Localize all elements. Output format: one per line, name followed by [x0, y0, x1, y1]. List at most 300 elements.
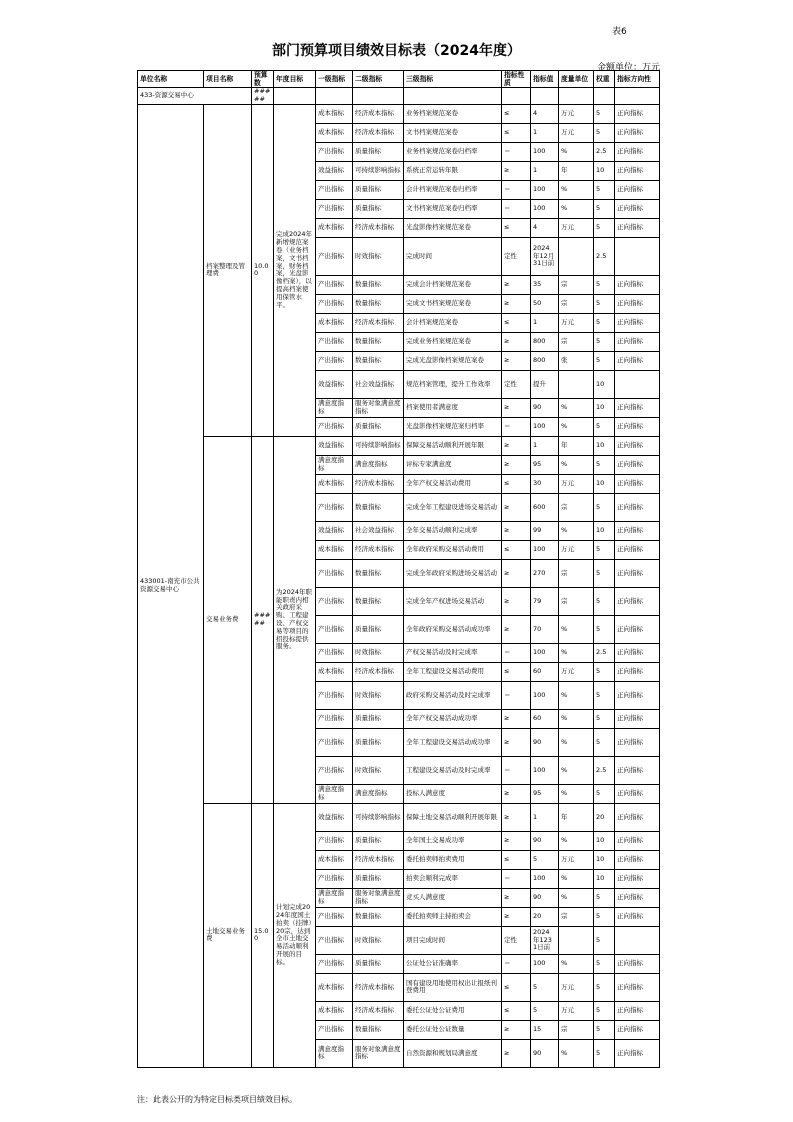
unit-cell: % — [559, 180, 594, 199]
nature-cell: ＝ — [502, 417, 531, 436]
level3-cell: 业务档案规范案卷归档率 — [404, 142, 502, 161]
nature-cell: ＝ — [502, 643, 531, 662]
level1-cell: 成本指标 — [316, 104, 353, 123]
table-body — [138, 88, 660, 1068]
value-cell: 1 — [531, 313, 559, 332]
direction-cell: 正向指标 — [615, 540, 660, 559]
nature-cell: ≥ — [502, 294, 531, 313]
direction-cell: 正向指标 — [615, 123, 660, 142]
nature-cell: 定性 — [502, 237, 531, 275]
value-cell: 99 — [531, 521, 559, 540]
level1-cell: 产出指标 — [316, 180, 353, 199]
value-cell: 70 — [531, 615, 559, 643]
level2-cell: 经济成本指标 — [353, 1001, 404, 1020]
level2-cell: 经济成本指标 — [353, 123, 404, 142]
unit-cell: % — [559, 954, 594, 973]
unit-cell: % — [559, 417, 594, 436]
unit-cell: % — [559, 615, 594, 643]
weight-cell: 5 — [594, 709, 615, 728]
level3-cell: 光盘影像档案规范案归档率 — [404, 417, 502, 436]
weight-cell: 20 — [594, 803, 615, 831]
weight-cell: 5 — [594, 587, 615, 615]
performance-target-table — [137, 70, 660, 1068]
level2-cell: 数量指标 — [353, 493, 404, 521]
level1-cell: 产出指标 — [316, 237, 353, 275]
project-budget-cell: 10.00 — [252, 104, 274, 436]
weight-cell: 10 — [594, 474, 615, 493]
level2-cell: 满意度指标 — [353, 784, 404, 803]
value-cell: 60 — [531, 662, 559, 681]
level2-cell: 质量指标 — [353, 831, 404, 850]
nature-cell: ≤ — [502, 313, 531, 332]
level1-cell: 成本指标 — [316, 123, 353, 142]
level1-cell: 产出指标 — [316, 926, 353, 954]
level3-cell: 全年产权交易活动费用 — [404, 474, 502, 493]
level1-cell: 成本指标 — [316, 662, 353, 681]
header-cell: 三级指标 — [404, 71, 502, 88]
level1-cell: 产出指标 — [316, 142, 353, 161]
direction-cell: 正向指标 — [615, 709, 660, 728]
nature-cell: ≤ — [502, 850, 531, 869]
nature-cell: ≥ — [502, 615, 531, 643]
level1-cell: 产出指标 — [316, 954, 353, 973]
weight-cell: 5 — [594, 907, 615, 926]
value-cell: 60 — [531, 709, 559, 728]
nature-cell: ≥ — [502, 709, 531, 728]
nature-cell: ≥ — [502, 728, 531, 756]
nature-cell: ≥ — [502, 521, 531, 540]
nature-cell: ＝ — [502, 681, 531, 709]
level2-cell: 可持续影响指标 — [353, 161, 404, 180]
level1-cell: 产出指标 — [316, 756, 353, 784]
level1-cell: 产出指标 — [316, 681, 353, 709]
level2-cell: 社会效益指标 — [353, 521, 404, 540]
weight-cell: 10 — [594, 831, 615, 850]
header-row — [138, 71, 660, 88]
unit-cell: 万元 — [559, 1001, 594, 1020]
unit-cell: 万元 — [559, 104, 594, 123]
header-cell: 预算数 — [252, 71, 274, 88]
value-cell: 95 — [531, 455, 559, 474]
value-cell: 2024年1231日前 — [531, 926, 559, 954]
value-cell: 1 — [531, 161, 559, 180]
unit-cell: % — [559, 784, 594, 803]
weight-cell: 5 — [594, 180, 615, 199]
unit-cell: % — [559, 643, 594, 662]
level3-cell: 评标专家满意度 — [404, 455, 502, 474]
weight-cell: 5 — [594, 559, 615, 587]
unit-cell: 万元 — [559, 474, 594, 493]
level3-cell: 产权交易活动及时完成率 — [404, 643, 502, 662]
level2-cell: 数量指标 — [353, 907, 404, 926]
nature-cell: ＝ — [502, 180, 531, 199]
unit-cell: 张 — [559, 351, 594, 370]
level1-cell: 成本指标 — [316, 973, 353, 1001]
direction-cell: 正向指标 — [615, 474, 660, 493]
level1-cell: 产出指标 — [316, 1020, 353, 1039]
value-cell: 5 — [531, 973, 559, 1001]
direction-cell: 正向指标 — [615, 559, 660, 587]
header-cell: 年度目标 — [274, 71, 316, 88]
unit-cell: % — [559, 709, 594, 728]
level2-cell: 满意度指标 — [353, 455, 404, 474]
project-name-cell: 交易业务费 — [204, 436, 252, 803]
level2-cell: 时效指标 — [353, 237, 404, 275]
level3-cell: 拍卖会顺利完成率 — [404, 869, 502, 888]
weight-cell: 10 — [594, 161, 615, 180]
level1-cell: 效益指标 — [316, 803, 353, 831]
unit-cell: 万元 — [559, 540, 594, 559]
table-row — [138, 803, 660, 831]
direction-cell: 正向指标 — [615, 332, 660, 351]
page-title: 部门预算项目绩效目标表（2024年度） — [272, 43, 521, 59]
nature-cell: ≥ — [502, 436, 531, 455]
level1-cell: 满意度指标 — [316, 398, 353, 417]
level3-cell: 公证处公证准确率 — [404, 954, 502, 973]
unit-cell: 宗 — [559, 1020, 594, 1039]
nature-cell: 定性 — [502, 370, 531, 398]
nature-cell: ≥ — [502, 803, 531, 831]
level2-cell: 经济成本指标 — [353, 973, 404, 1001]
header-cell: 权重 — [594, 71, 615, 88]
amount-unit-label: 金额单位：万元 — [596, 63, 660, 73]
direction-cell: 正向指标 — [615, 521, 660, 540]
level2-cell: 质量指标 — [353, 180, 404, 199]
weight-cell: 5 — [594, 1020, 615, 1039]
level3-cell: 全年工程建设交易活动费用 — [404, 662, 502, 681]
value-cell: 79 — [531, 587, 559, 615]
level2-cell: 质量指标 — [353, 615, 404, 643]
unit-cell — [559, 370, 594, 398]
header-cell: 指标值 — [531, 71, 559, 88]
unit-cell: 宗 — [559, 493, 594, 521]
direction-cell: 正向指标 — [615, 1039, 660, 1067]
unit-cell — [559, 237, 594, 275]
level2-cell: 经济成本指标 — [353, 313, 404, 332]
level2-cell: 数量指标 — [353, 351, 404, 370]
value-cell: 100 — [531, 954, 559, 973]
direction-cell: 正向指标 — [615, 436, 660, 455]
level3-cell: 系统正常运转年限 — [404, 161, 502, 180]
level3-cell: 自然资源和规划局满意度 — [404, 1039, 502, 1067]
value-cell: 100 — [531, 643, 559, 662]
direction-cell: 正向指标 — [615, 784, 660, 803]
value-cell: 100 — [531, 756, 559, 784]
direction-cell: 正向指标 — [615, 888, 660, 907]
direction-cell: 正向指标 — [615, 351, 660, 370]
weight-cell: 5 — [594, 926, 615, 954]
level2-cell: 可持续影响指标 — [353, 436, 404, 455]
level3-cell: 全年国土交易成功率 — [404, 831, 502, 850]
value-cell: 4 — [531, 218, 559, 237]
summary-unit-cell: 433-资源交易中心 — [138, 88, 252, 105]
unit-name-cell: 433001-南充市公共资源交易中心 — [138, 104, 204, 1067]
direction-cell: 正向指标 — [615, 313, 660, 332]
direction-cell: 正向指标 — [615, 275, 660, 294]
weight-cell: 5 — [594, 540, 615, 559]
nature-cell: ≤ — [502, 218, 531, 237]
level3-cell: 项目完成时间 — [404, 926, 502, 954]
level2-cell: 时效指标 — [353, 926, 404, 954]
value-cell: 100 — [531, 869, 559, 888]
level1-cell: 满意度指标 — [316, 455, 353, 474]
weight-cell: 10 — [594, 521, 615, 540]
weight-cell: 5 — [594, 199, 615, 218]
level2-cell: 时效指标 — [353, 643, 404, 662]
unit-cell: 年 — [559, 436, 594, 455]
unit-cell: 宗 — [559, 332, 594, 351]
level2-cell: 质量指标 — [353, 142, 404, 161]
nature-cell: ≥ — [502, 161, 531, 180]
direction-cell: 正向指标 — [615, 831, 660, 850]
nature-cell: ≥ — [502, 907, 531, 926]
nature-cell: ≤ — [502, 540, 531, 559]
level2-cell: 数量指标 — [353, 332, 404, 351]
direction-cell — [615, 237, 660, 275]
level2-cell: 数量指标 — [353, 275, 404, 294]
level1-cell: 产出指标 — [316, 351, 353, 370]
value-cell: 2024年12月31日前 — [531, 237, 559, 275]
nature-cell: ≤ — [502, 474, 531, 493]
level1-cell: 成本指标 — [316, 540, 353, 559]
level1-cell: 产出指标 — [316, 417, 353, 436]
unit-cell: 万元 — [559, 218, 594, 237]
level1-cell: 产出指标 — [316, 709, 353, 728]
value-cell: 90 — [531, 1039, 559, 1067]
unit-cell: % — [559, 455, 594, 474]
unit-cell: % — [559, 831, 594, 850]
level2-cell: 时效指标 — [353, 681, 404, 709]
direction-cell: 正向指标 — [615, 973, 660, 1001]
nature-cell: ≤ — [502, 973, 531, 1001]
nature-cell: ≥ — [502, 1020, 531, 1039]
value-cell: 270 — [531, 559, 559, 587]
weight-cell: 5 — [594, 662, 615, 681]
weight-cell: 5 — [594, 1039, 615, 1067]
direction-cell: 正向指标 — [615, 218, 660, 237]
level1-cell: 产出指标 — [316, 907, 353, 926]
level2-cell: 可持续影响指标 — [353, 803, 404, 831]
weight-cell: 10 — [594, 850, 615, 869]
level2-cell: 服务对象满意度指标 — [353, 1039, 404, 1067]
annual-goal-cell: 完成2024年新增规范案卷（业务档案，文书档案，财务档案，光盘影像档案），以提高档案使用保管水平。 — [274, 104, 316, 436]
weight-cell: 5 — [594, 218, 615, 237]
level3-cell: 会计档案规范案卷归档率 — [404, 180, 502, 199]
nature-cell: ≥ — [502, 888, 531, 907]
direction-cell: 正向指标 — [615, 294, 660, 313]
direction-cell: 正向指标 — [615, 104, 660, 123]
level3-cell: 委托拍卖师主持拍卖会 — [404, 907, 502, 926]
level3-cell: 规范档案管理，提升工作效率 — [404, 370, 502, 398]
unit-cell: 万元 — [559, 313, 594, 332]
weight-cell: 10 — [594, 370, 615, 398]
weight-cell: 5 — [594, 332, 615, 351]
table-number: 表6 — [612, 27, 627, 37]
direction-cell: 正向指标 — [615, 493, 660, 521]
direction-cell: 正向指标 — [615, 662, 660, 681]
nature-cell: ≥ — [502, 332, 531, 351]
direction-cell: 正向指标 — [615, 587, 660, 615]
summary-budget-cell: ##### — [252, 88, 274, 105]
direction-cell: 正向指标 — [615, 142, 660, 161]
level1-cell: 产出指标 — [316, 643, 353, 662]
nature-cell: ≤ — [502, 1001, 531, 1020]
level2-cell: 数量指标 — [353, 587, 404, 615]
level3-cell: 会计档案规范案卷 — [404, 313, 502, 332]
level3-cell: 保障交易活动顺利开展年限 — [404, 436, 502, 455]
level3-cell: 委托拍卖师拍卖费用 — [404, 850, 502, 869]
footnote: 注：此表公开的为特定目标类项目绩效目标。 — [137, 1095, 297, 1104]
value-cell: 4 — [531, 104, 559, 123]
level3-cell: 档案使用者满意度 — [404, 398, 502, 417]
unit-cell: % — [559, 728, 594, 756]
weight-cell: 10 — [594, 436, 615, 455]
nature-cell: ≥ — [502, 587, 531, 615]
project-name-cell: 档案整理及管理费 — [204, 104, 252, 436]
level1-cell: 产出指标 — [316, 332, 353, 351]
nature-cell: ≥ — [502, 784, 531, 803]
direction-cell: 正向指标 — [615, 803, 660, 831]
level3-cell: 工程建设交易活动及时完成率 — [404, 756, 502, 784]
level3-cell: 全年政府采购交易活动费用 — [404, 540, 502, 559]
weight-cell: 5 — [594, 681, 615, 709]
level3-cell: 完成全年工程建设进场交易活动 — [404, 493, 502, 521]
direction-cell: 正向指标 — [615, 180, 660, 199]
value-cell: 100 — [531, 540, 559, 559]
level1-cell: 成本指标 — [316, 1001, 353, 1020]
level1-cell: 成本指标 — [316, 218, 353, 237]
value-cell: 90 — [531, 398, 559, 417]
unit-cell: % — [559, 398, 594, 417]
level1-cell: 产出指标 — [316, 831, 353, 850]
table-row — [138, 436, 660, 455]
unit-cell: 宗 — [559, 587, 594, 615]
level3-cell: 完成会计档案规范案卷 — [404, 275, 502, 294]
level1-cell: 产出指标 — [316, 275, 353, 294]
weight-cell: 5 — [594, 784, 615, 803]
nature-cell: ＝ — [502, 869, 531, 888]
unit-cell: % — [559, 869, 594, 888]
direction-cell: 正向指标 — [615, 1020, 660, 1039]
level2-cell: 数量指标 — [353, 559, 404, 587]
weight-cell: 2.5 — [594, 756, 615, 784]
value-cell: 5 — [531, 1001, 559, 1020]
value-cell: 100 — [531, 142, 559, 161]
header-cell: 单位名称 — [138, 71, 204, 88]
unit-cell: % — [559, 1039, 594, 1067]
project-name-cell: 土地交易业务费 — [204, 803, 252, 1067]
level3-cell: 投标人满意度 — [404, 784, 502, 803]
value-cell: 800 — [531, 332, 559, 351]
header-cell: 二级指标 — [353, 71, 404, 88]
level2-cell: 社会效益指标 — [353, 370, 404, 398]
level2-cell: 质量指标 — [353, 954, 404, 973]
unit-cell: % — [559, 681, 594, 709]
nature-cell: ≥ — [502, 398, 531, 417]
value-cell: 90 — [531, 831, 559, 850]
header-cell: 一级指标 — [316, 71, 353, 88]
weight-cell: 5 — [594, 954, 615, 973]
level3-cell: 全年产权交易活动成功率 — [404, 709, 502, 728]
project-budget-cell: 15.00 — [252, 803, 274, 1067]
level3-cell: 国有建设用地使用权出让报纸刊登费用 — [404, 973, 502, 1001]
weight-cell: 5 — [594, 455, 615, 474]
nature-cell: ≤ — [502, 662, 531, 681]
nature-cell: ≤ — [502, 104, 531, 123]
unit-cell: % — [559, 888, 594, 907]
unit-cell: % — [559, 142, 594, 161]
header-cell: 度量单位 — [559, 71, 594, 88]
value-cell: 15 — [531, 1020, 559, 1039]
weight-cell: 5 — [594, 888, 615, 907]
weight-cell: 5 — [594, 417, 615, 436]
direction-cell: 正向指标 — [615, 161, 660, 180]
value-cell: 30 — [531, 474, 559, 493]
level3-cell: 完成时间 — [404, 237, 502, 275]
value-cell: 95 — [531, 784, 559, 803]
level3-cell: 文书档案规范案卷归档率 — [404, 199, 502, 218]
weight-cell: 5 — [594, 493, 615, 521]
unit-cell: 宗 — [559, 294, 594, 313]
direction-cell: 正向指标 — [615, 455, 660, 474]
level2-cell: 数量指标 — [353, 1020, 404, 1039]
weight-cell: 5 — [594, 104, 615, 123]
level2-cell: 质量指标 — [353, 709, 404, 728]
unit-cell: 年 — [559, 803, 594, 831]
nature-cell: ≥ — [502, 831, 531, 850]
header-cell: 指标性质 — [502, 71, 531, 88]
level3-cell: 竞买人满意度 — [404, 888, 502, 907]
level1-cell: 产出指标 — [316, 199, 353, 218]
level3-cell: 政府采购交易活动及时完成率 — [404, 681, 502, 709]
level2-cell: 质量指标 — [353, 869, 404, 888]
level1-cell: 满意度指标 — [316, 888, 353, 907]
level1-cell: 产出指标 — [316, 493, 353, 521]
weight-cell: 5 — [594, 294, 615, 313]
project-budget-cell: ##### — [252, 436, 274, 803]
level3-cell: 文书档案规范案卷 — [404, 123, 502, 142]
weight-cell: 5 — [594, 313, 615, 332]
annual-goal-cell: 为2024年职能职责内相关政府采购、工程建设、产权交易等项目的招投标提供服务。 — [274, 436, 316, 803]
nature-cell: ≥ — [502, 559, 531, 587]
nature-cell: 定性 — [502, 926, 531, 954]
weight-cell: 5 — [594, 973, 615, 1001]
weight-cell: 5 — [594, 728, 615, 756]
level3-cell: 完成全年产权进场交易活动 — [404, 587, 502, 615]
level1-cell: 产出指标 — [316, 587, 353, 615]
level1-cell: 满意度指标 — [316, 1039, 353, 1067]
level3-cell: 完成光盘影像档案规范案卷 — [404, 351, 502, 370]
level2-cell: 服务对象满意度指标 — [353, 888, 404, 907]
nature-cell: ≥ — [502, 351, 531, 370]
nature-cell: ≤ — [502, 123, 531, 142]
nature-cell: ≥ — [502, 1039, 531, 1067]
unit-cell: 宗 — [559, 559, 594, 587]
level3-cell: 全年政府采购交易活动成功率 — [404, 615, 502, 643]
direction-cell: 正向指标 — [615, 728, 660, 756]
unit-cell: 万元 — [559, 973, 594, 1001]
value-cell: 90 — [531, 888, 559, 907]
level2-cell: 服务对象满意度指标 — [353, 398, 404, 417]
level3-cell: 委托公证处公证费用 — [404, 1001, 502, 1020]
level3-cell: 委托公证处公证数量 — [404, 1020, 502, 1039]
nature-cell: ＝ — [502, 756, 531, 784]
weight-cell: 5 — [594, 1001, 615, 1020]
unit-cell: 年 — [559, 161, 594, 180]
direction-cell: 正向指标 — [615, 681, 660, 709]
level2-cell: 质量指标 — [353, 728, 404, 756]
value-cell: 20 — [531, 907, 559, 926]
